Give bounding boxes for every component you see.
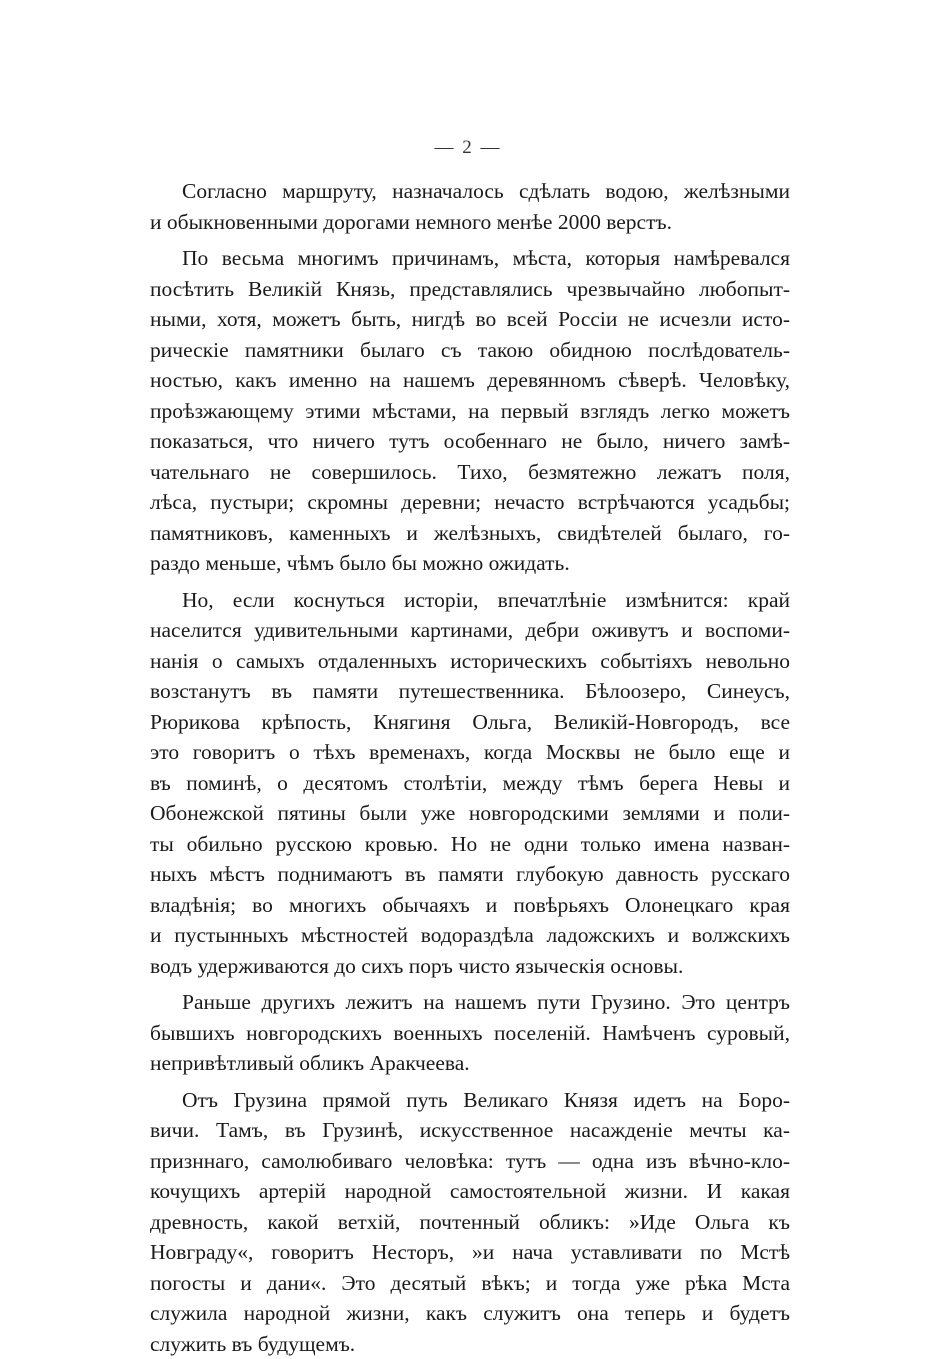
text-line: возстанутъ въ памяти путешественника. Бѣлоозеро, Синеусъ,	[150, 676, 790, 707]
text-line: Обонежской пятины были уже новгородскими землями и поли-	[150, 798, 790, 829]
text-line: въ поминѣ, о десятомъ столѣтіи, между тѣмъ берега Невы и	[150, 768, 790, 799]
text-line: погосты и дани«. Это десятый вѣкъ; и тогда уже рѣка Мста	[150, 1268, 790, 1299]
text-line: Раньше другихъ лежитъ на нашемъ пути Грузино. Это центръ	[150, 987, 790, 1018]
text-line: ты обильно русскою кровью. Но не одни только имена назван-	[150, 829, 790, 860]
text-line: проѣзжающему этими мѣстами, на первый взглядъ легко можетъ	[150, 396, 790, 427]
text-line: призннаго, самолюбиваго человѣка: тутъ — одна изъ вѣчно-кло-	[150, 1146, 790, 1177]
text-line: служила народной жизни, какъ служитъ она теперь и будетъ	[150, 1298, 790, 1329]
paragraph	[150, 585, 790, 982]
text-line: посѣтить Великій Князь, представлялись чрезвычайно любопыт-	[150, 274, 790, 305]
text-line: нанія о самыхъ отдаленныхъ историческихъ событіяхъ невольно	[150, 646, 790, 677]
text-line: вичи. Тамъ, въ Грузинѣ, искусственное насажденіе мечты ка-	[150, 1115, 790, 1146]
paragraph	[150, 987, 790, 1079]
paragraph	[150, 1085, 790, 1359]
text-line: и обыкновенными дорогами немного менѣе 2000 верстъ.	[150, 207, 790, 238]
text-line: ныхъ мѣстъ поднимаютъ въ памяти глубокую давность русскаго	[150, 859, 790, 890]
text-line: раздо меньше, чѣмъ было бы можно ожидать.	[150, 548, 790, 579]
text-line: бывшихъ новгородскихъ военныхъ поселеній. Намѣченъ суровый,	[150, 1018, 790, 1049]
text-line: кочущихъ артерій народной самостоятельной жизни. И какая	[150, 1176, 790, 1207]
paragraph	[150, 243, 790, 579]
text-line: рическіе памятники былаго съ такою обидною послѣдователь-	[150, 335, 790, 366]
text-line: Отъ Грузина прямой путь Великаго Князя идетъ на Боро-	[150, 1085, 790, 1116]
text-line: водъ удерживаются до сихъ поръ чисто языческія основы.	[150, 951, 790, 982]
text-line: лѣса, пустыри; скромны деревни; нечасто встрѣчаются усадьбы;	[150, 487, 790, 518]
text-line: Но, если коснуться исторіи, впечатлѣніе измѣнится: край	[150, 585, 790, 616]
text-line: населится удивительными картинами, дебри оживутъ и воспоми-	[150, 615, 790, 646]
text-line: Новграду«, говоритъ Несторъ, »и нача уставливати по Мстѣ	[150, 1237, 790, 1268]
text-line: памятниковъ, каменныхъ и желѣзныхъ, свидѣтелей былаго, го-	[150, 518, 790, 549]
paragraph	[150, 176, 790, 237]
text-line: Рюрикова крѣпость, Княгиня Ольга, Великій-Новгородъ, все	[150, 707, 790, 738]
text-line: показаться, что ничего тутъ особеннаго не было, ничего замѣ-	[150, 426, 790, 457]
page-number: — 2 —	[0, 137, 936, 159]
text-line: служить въ будущемъ.	[150, 1329, 790, 1359]
text-line: ными, хотя, можетъ быть, нигдѣ во всей Россіи не исчезли исто-	[150, 304, 790, 335]
text-line: непривѣтливый обликъ Аракчеева.	[150, 1048, 790, 1079]
text-line: это говоритъ о тѣхъ временахъ, когда Москвы не было еще и	[150, 737, 790, 768]
text-line: чательнаго не совершилось. Тихо, безмятежно лежатъ поля,	[150, 457, 790, 488]
text-line: владѣнія; во многихъ обычаяхъ и повѣрьяхъ Олонецкаго края	[150, 890, 790, 921]
body-text	[150, 176, 790, 1359]
text-line: ностью, какъ именно на нашемъ деревянномъ сѣверѣ. Человѣку,	[150, 365, 790, 396]
text-line: По весьма многимъ причинамъ, мѣста, которыя намѣревался	[150, 243, 790, 274]
text-line: Согласно маршруту, назначалось сдѣлать водою, желѣзными	[150, 176, 790, 207]
text-line: и пустынныхъ мѣстностей водораздѣла ладожскихъ и волжскихъ	[150, 920, 790, 951]
text-line: древность, какой ветхій, почтенный обликъ: »Иде Ольга къ	[150, 1207, 790, 1238]
